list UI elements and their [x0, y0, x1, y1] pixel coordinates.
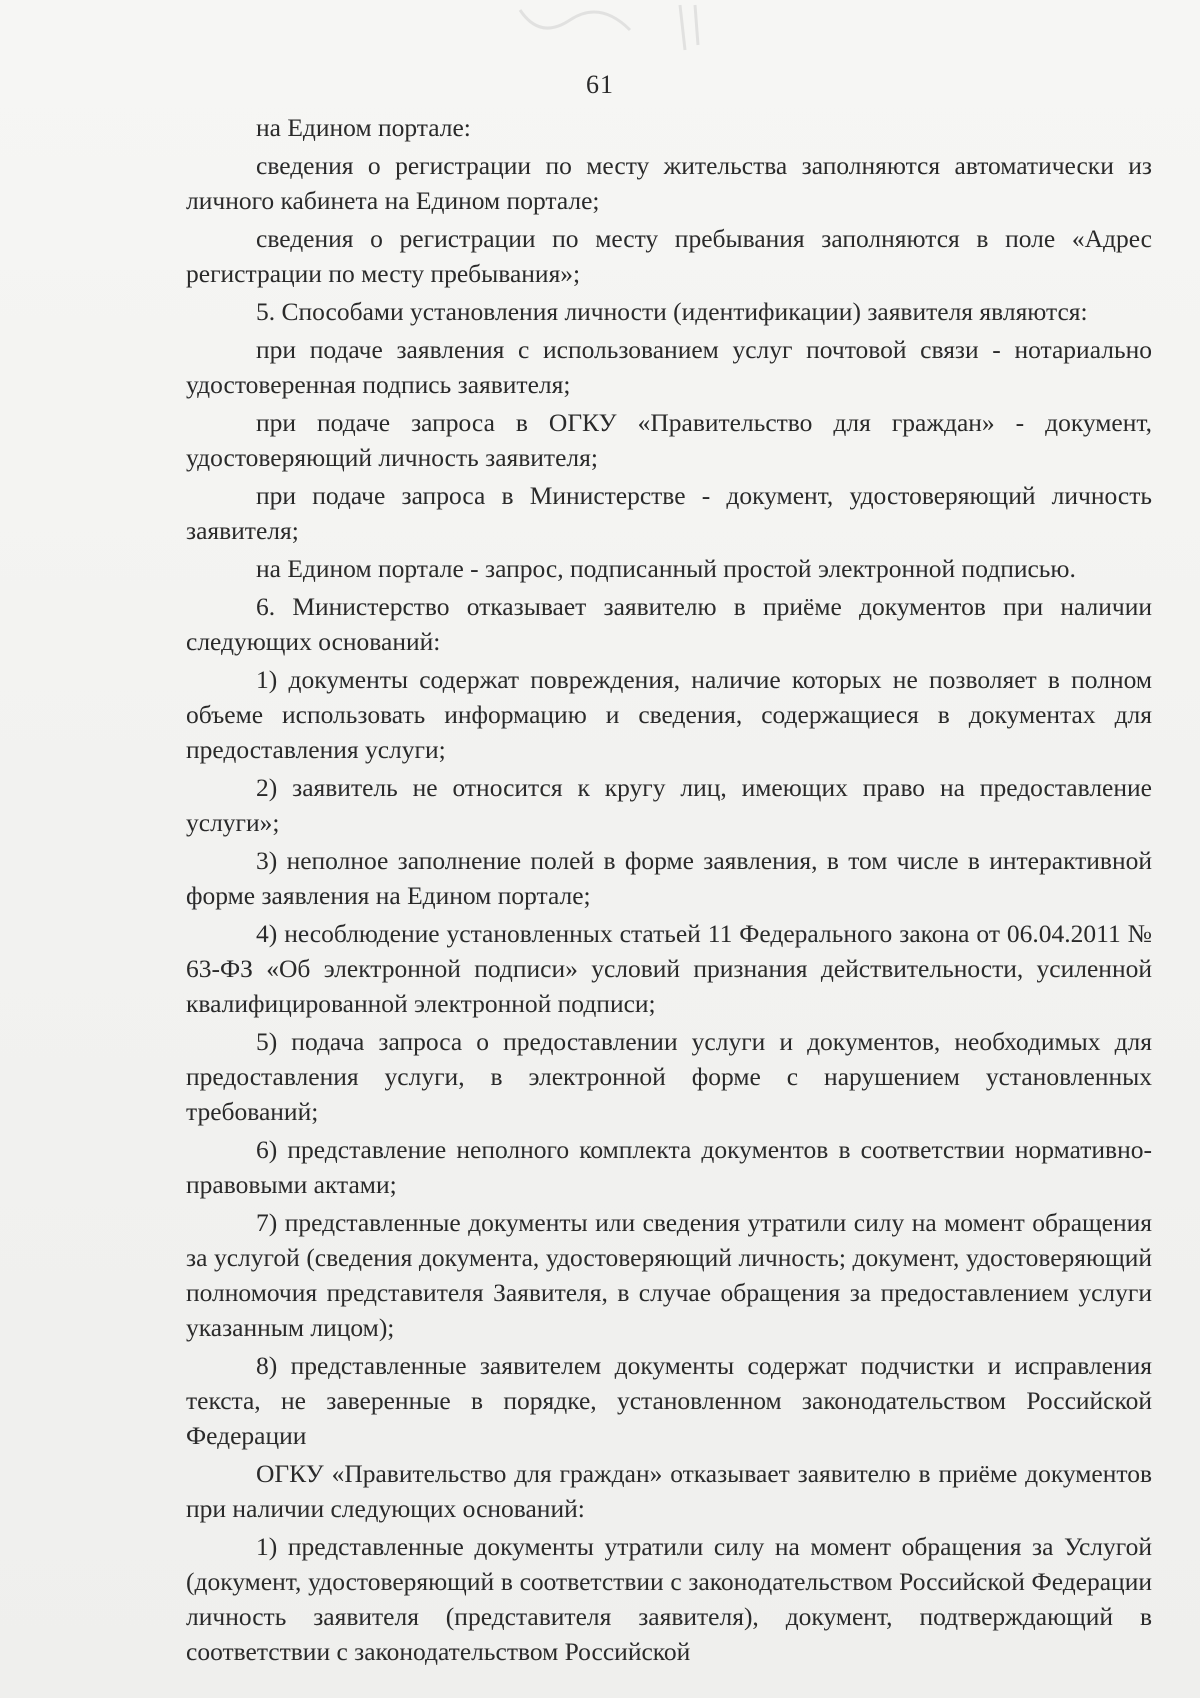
paragraph: при подаче запроса в Министерстве - документ, удостоверяющий личность заявителя;	[186, 481, 1152, 545]
paragraph: при подаче заявления с использованием услуг почтовой связи - нотариально удостоверенная подпись заявителя;	[186, 335, 1152, 399]
paragraph: сведения о регистрации по месту жительства заполняются автоматически из личного кабинета на Едином портале;	[186, 151, 1152, 215]
paragraph: 1) документы содержат повреждения, наличие которых не позволяет в полном объеме использовать информацию и сведения, содержащиеся в документах для предоставления услуги;	[186, 665, 1152, 764]
page-number: 61	[586, 70, 614, 99]
bleed-through-mark	[480, 0, 780, 60]
paragraph: 6. Министерство отказывает заявителю в приёме документов при наличии следующих оснований:	[186, 592, 1152, 656]
paragraph: 4) несоблюдение установленных статьей 11 Федерального закона от 06.04.2011 № 63-ФЗ «Об электронной подписи» условий признания действительности, усиленной квалифицированной электронной подписи;	[186, 919, 1152, 1018]
paragraph: на Едином портале - запрос, подписанный простой электронной подписью.	[256, 554, 1076, 583]
paragraph: 7) представленные документы или сведения утратили силу на момент обращения за услугой (сведения документа, удостоверяющий личность; документ, удостоверяющий полномочия представителя Заявителя, в случае обращения за предоставлением услуги указанным лицом);	[186, 1208, 1152, 1342]
document-body	[186, 110, 1152, 1672]
paragraph: 3) неполное заполнение полей в форме заявления, в том числе в интерактивной форме заявления на Едином портале;	[186, 846, 1152, 910]
paragraph: 5. Способами установления личности (идентификации) заявителя являются:	[256, 297, 1088, 326]
paragraph: на Едином портале:	[256, 113, 471, 142]
paragraph: 1) представленные документы утратили силу на момент обращения за Услугой (документ, удостоверяющий в соответствии с законодательством Российской Федерации личность заявителя (представителя заявителя), документ, подтверждающий в соответствии с законодательством Российской	[186, 1532, 1152, 1666]
paragraph: 2) заявитель не относится к кругу лиц, имеющих право на предоставление услуги»;	[186, 773, 1152, 837]
paragraph: ОГКУ «Правительство для граждан» отказывает заявителю в приёме документов при наличии следующих оснований:	[186, 1459, 1152, 1523]
paragraph: 6) представление неполного комплекта документов в соответствии нормативно-правовыми актами;	[186, 1135, 1152, 1199]
paragraph: сведения о регистрации по месту пребывания заполняются в поле «Адрес регистрации по месту пребывания»;	[186, 224, 1152, 288]
paragraph: при подаче запроса в ОГКУ «Правительство для граждан» - документ, удостоверяющий личность заявителя;	[186, 408, 1152, 472]
paragraph: 5) подача запроса о предоставлении услуги и документов, необходимых для предоставления услуги, в электронной форме с нарушением установленных требований;	[186, 1027, 1152, 1126]
paragraph: 8) представленные заявителем документы содержат подчистки и исправления текста, не заверенные в порядке, установленном законодательством Российской Федерации	[186, 1351, 1152, 1450]
